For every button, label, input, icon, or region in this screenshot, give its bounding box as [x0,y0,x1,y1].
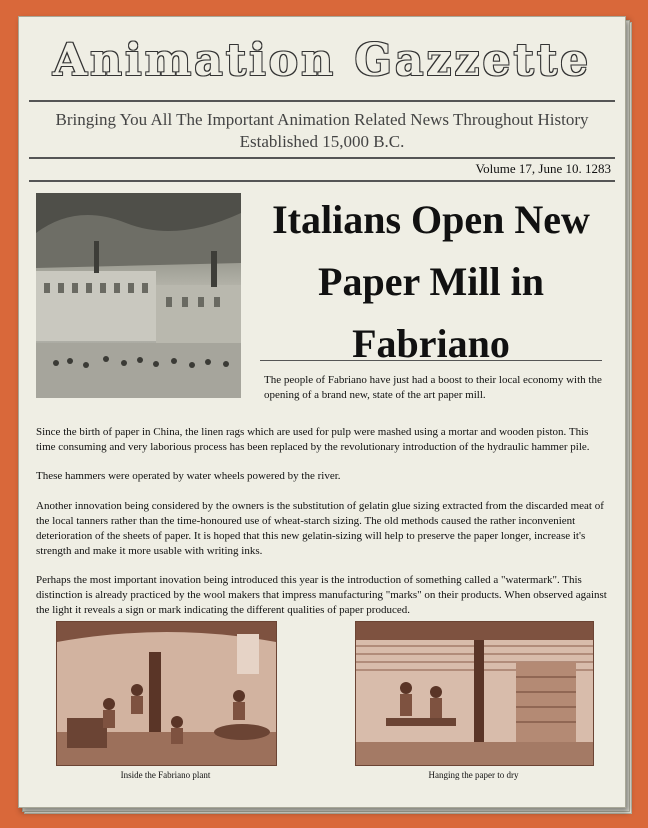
article-lead: The people of Fabriano have just had a boost to their local economy with the opening of a brand new, state of the art paper mill. [264,374,602,401]
headline-line-2: Paper Mill in [318,259,544,304]
article-headline [255,189,607,375]
volume-date: Volume 17, June 10. 1283 [475,161,611,176]
newspaper-page [18,16,626,808]
headline-rule [260,360,602,361]
masthead-rule-bottom [29,180,615,182]
article-paragraph-1: Since the birth of paper in China, the linen rags which are used for pulp were mashed using a mortar and wooden piston. This time consuming and very laborious process has been replaced by the revolutionary introduction of the hydraulic hammer pile. [36,426,590,453]
headline-line-3: Fabriano [352,321,510,366]
masthead-rule-middle [29,157,615,159]
article-paragraph-3: Another innovation being considered by the owners is the substitution of gelatin glue sizing extracted from the discarded meat of the local tanners rather than the time-honoured use of wheat-starch sizing. The old methods caused the rather inconvenient deterioration of the sheets of paper. It is hoped that this new gelatin-sizing will help to preserve the paper longer, increase it's strength and make it more usable with writing inks. [36,500,604,557]
engraving-fabriano-plant [56,621,277,766]
established-line: Established 15,000 B.C. [239,132,405,151]
caption-drying-paper: Hanging the paper to dry [428,770,519,780]
article-paragraph-4: Perhaps the most important inovation being introduced this year is the introduction of something called a "watermark". This distinction is already practiced by the wool makers that impress manufacturing "marks" on their products. When observed against the light it reveals a sign or mark indicating the different qualities of paper produced. [36,574,607,616]
caption-fabriano-plant: Inside the Fabriano plant [120,770,211,780]
masthead-rule-top [29,100,615,102]
tagline: Bringing You All The Important Animation Related News Throughout History [55,110,589,129]
article-paragraph-2: These hammers were operated by water wheels powered by the river. [36,470,341,482]
engraving-drying-paper [355,621,594,766]
headline-line-1: Italians Open New [272,197,590,242]
paper-mill-photo [36,193,241,398]
masthead-title: Animation Gazzette [52,35,592,86]
